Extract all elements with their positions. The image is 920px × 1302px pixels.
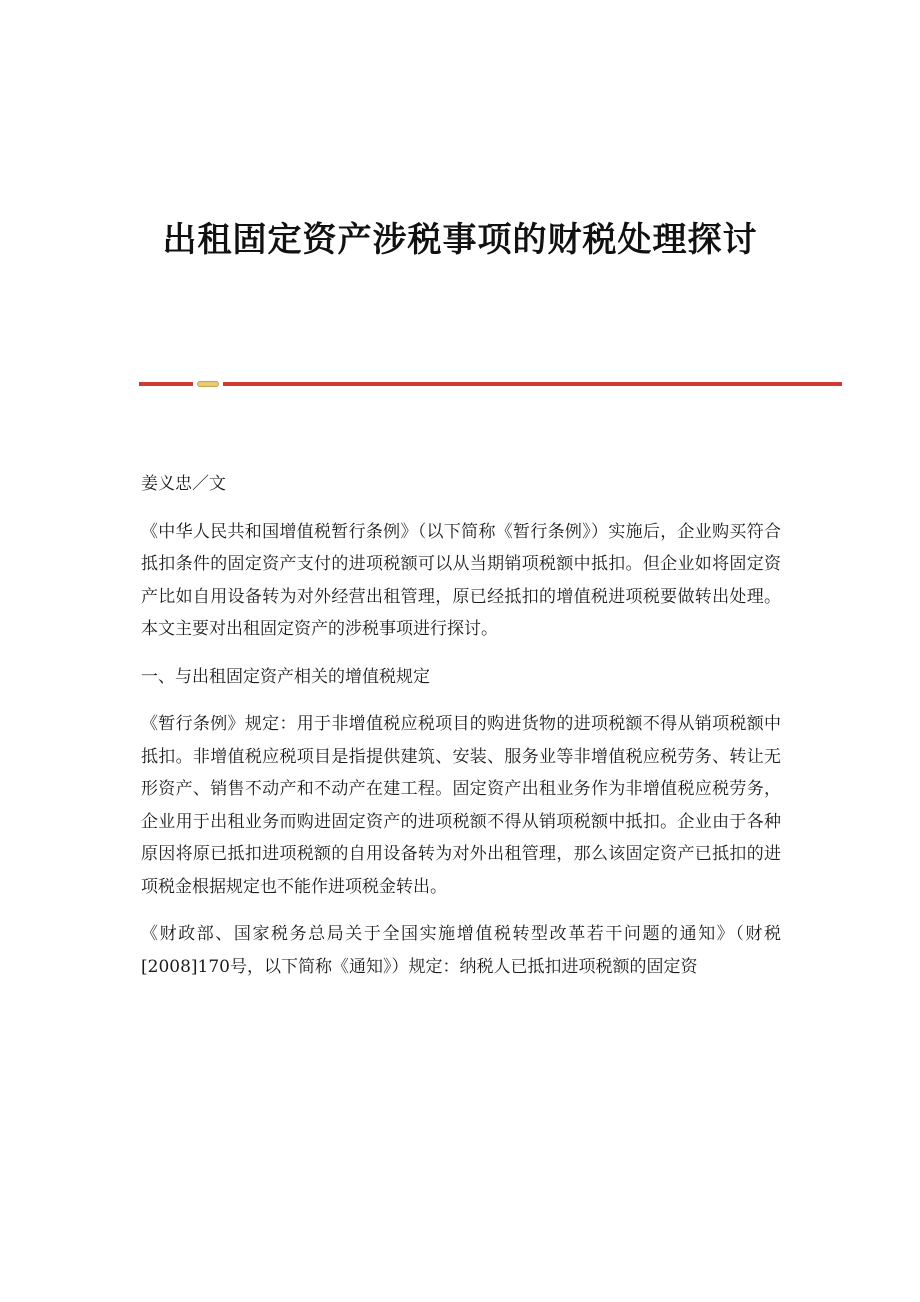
section-heading-1: 一、与出租固定资产相关的增值税规定 [141,666,430,687]
paragraph-regulation: 《暂行条例》规定：用于非增值税应税项目的购进货物的进项税额不得从销项税额中抵扣。非增值税应税项目是指提供建筑、安装、服务业等非增值税应税劳务、转让无形资产、销售不动产和不动产在建工程。固定资产出租业务作为非增值税应税劳务，企业用于出租业务而购进固定资产的进项税额不得从销项税额中抵扣。企业由于各种原因将原已抵扣进项税额的自用设备转为对外出租管理，那么该固定资产已抵扣的进项税金根据规定也不能作进项税金转出。 [141,714,781,897]
paragraph-intro: 《中华人民共和国增值税暂行条例》（以下简称《暂行条例》）实施后，企业购买符合抵扣条件的固定资产支付的进项税额可以从当期销项税额中抵扣。但企业如将固定资产比如自用设备转为对外经营出租管理，原已经抵扣的增值税进项税要做转出处理。本文主要对出租固定资产的涉税事项进行探讨。 [141,521,781,639]
author-line: 姜义忠／文 [141,474,226,494]
divider-bar-left [139,382,193,386]
title-divider [139,381,842,387]
document-title: 出租固定资产涉税事项的财税处理探讨 [162,220,758,260]
divider-ornament-icon [197,381,219,387]
document-body [141,468,781,998]
divider-bar-right [223,382,842,386]
paragraph-notice: 《财政部、国家税务总局关于全国实施增值税转型改革若干问题的通知》（财税[2008]170号，以下简称《通知》）规定：纳税人已抵扣进项税额的固定资 [141,924,781,977]
